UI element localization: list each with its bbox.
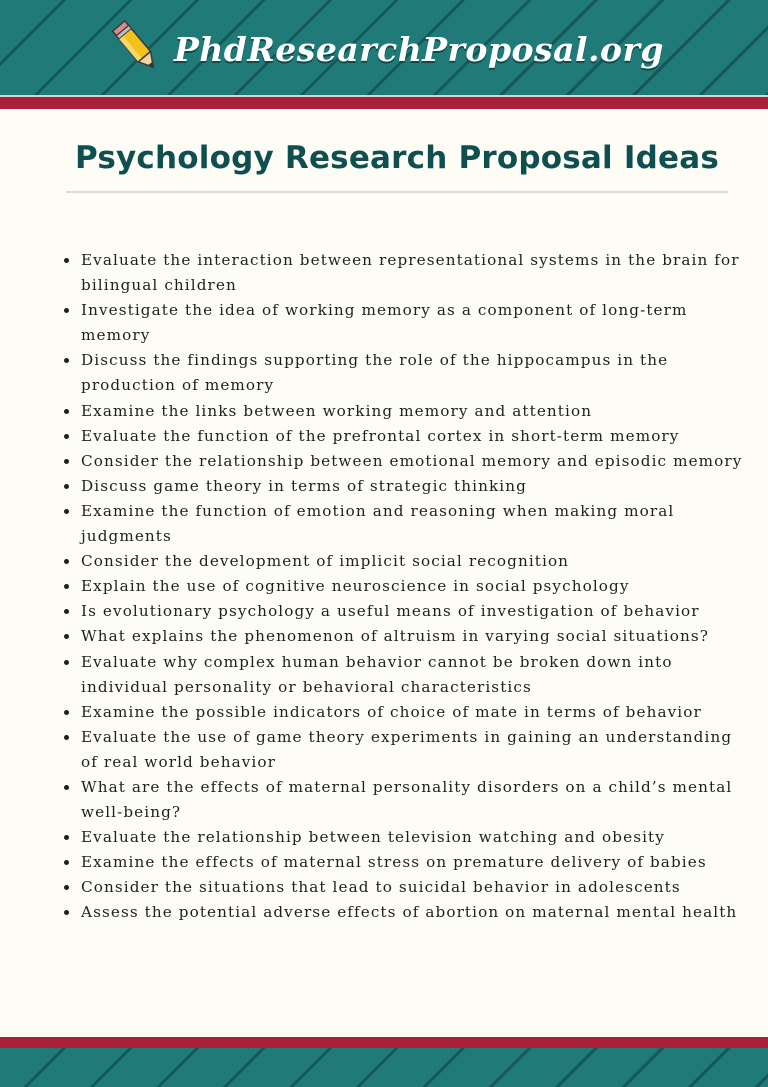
list-item: • Explain the use of cognitive neuroscience in social psychology	[80, 574, 752, 599]
list-item: • Consider the relationship between emotional memory and episodic memory	[80, 449, 752, 474]
ideas-list	[58, 248, 752, 926]
list-item: • What are the effects of maternal personality disorders on a child’s mental well-being?	[80, 775, 752, 825]
list-item: • Consider the development of implicit social recognition	[80, 549, 752, 574]
list-item: • What explains the phenomenon of altruism in varying social situations?	[80, 624, 752, 649]
list-item: • Examine the possible indicators of choice of mate in terms of behavior	[80, 700, 752, 725]
list-item: • Discuss the findings supporting the role of the hippocampus in the production of memory	[80, 348, 752, 398]
title-divider	[66, 191, 728, 193]
pencil-icon	[110, 19, 166, 79]
logo-text: PhdResearchProposal.org	[174, 29, 664, 69]
list-item: • Evaluate the relationship between television watching and obesity	[80, 825, 752, 850]
list-item: • Examine the effects of maternal stress on premature delivery of babies	[80, 850, 752, 875]
list-item: • Evaluate why complex human behavior cannot be broken down into individual personality or behavioral characteristics	[80, 650, 752, 700]
header-stripe	[0, 95, 768, 109]
list-item: • Discuss game theory in terms of strategic thinking	[80, 474, 752, 499]
site-logo[interactable]	[110, 14, 664, 84]
list-item: • Consider the situations that lead to suicidal behavior in adolescents	[80, 875, 752, 900]
page-title: Psychology Research Proposal Ideas	[74, 140, 719, 176]
list-item: • Examine the function of emotion and reasoning when making moral judgments	[80, 499, 752, 549]
list-item: • Examine the links between working memory and attention	[80, 399, 752, 424]
list-item: • Investigate the idea of working memory as a component of long-term memory	[80, 298, 752, 348]
list-item: • Assess the potential adverse effects of abortion on maternal mental health	[80, 900, 752, 925]
footer-banner	[0, 1048, 768, 1087]
list-item: • Evaluate the use of game theory experiments in gaining an understanding of real world behavior	[80, 725, 752, 775]
list-item: • Evaluate the function of the prefrontal cortex in short-term memory	[80, 424, 752, 449]
list-item: • Evaluate the interaction between representational systems in the brain for bilingual children	[80, 248, 752, 298]
list-item: • Is evolutionary psychology a useful means of investigation of behavior	[80, 599, 752, 624]
